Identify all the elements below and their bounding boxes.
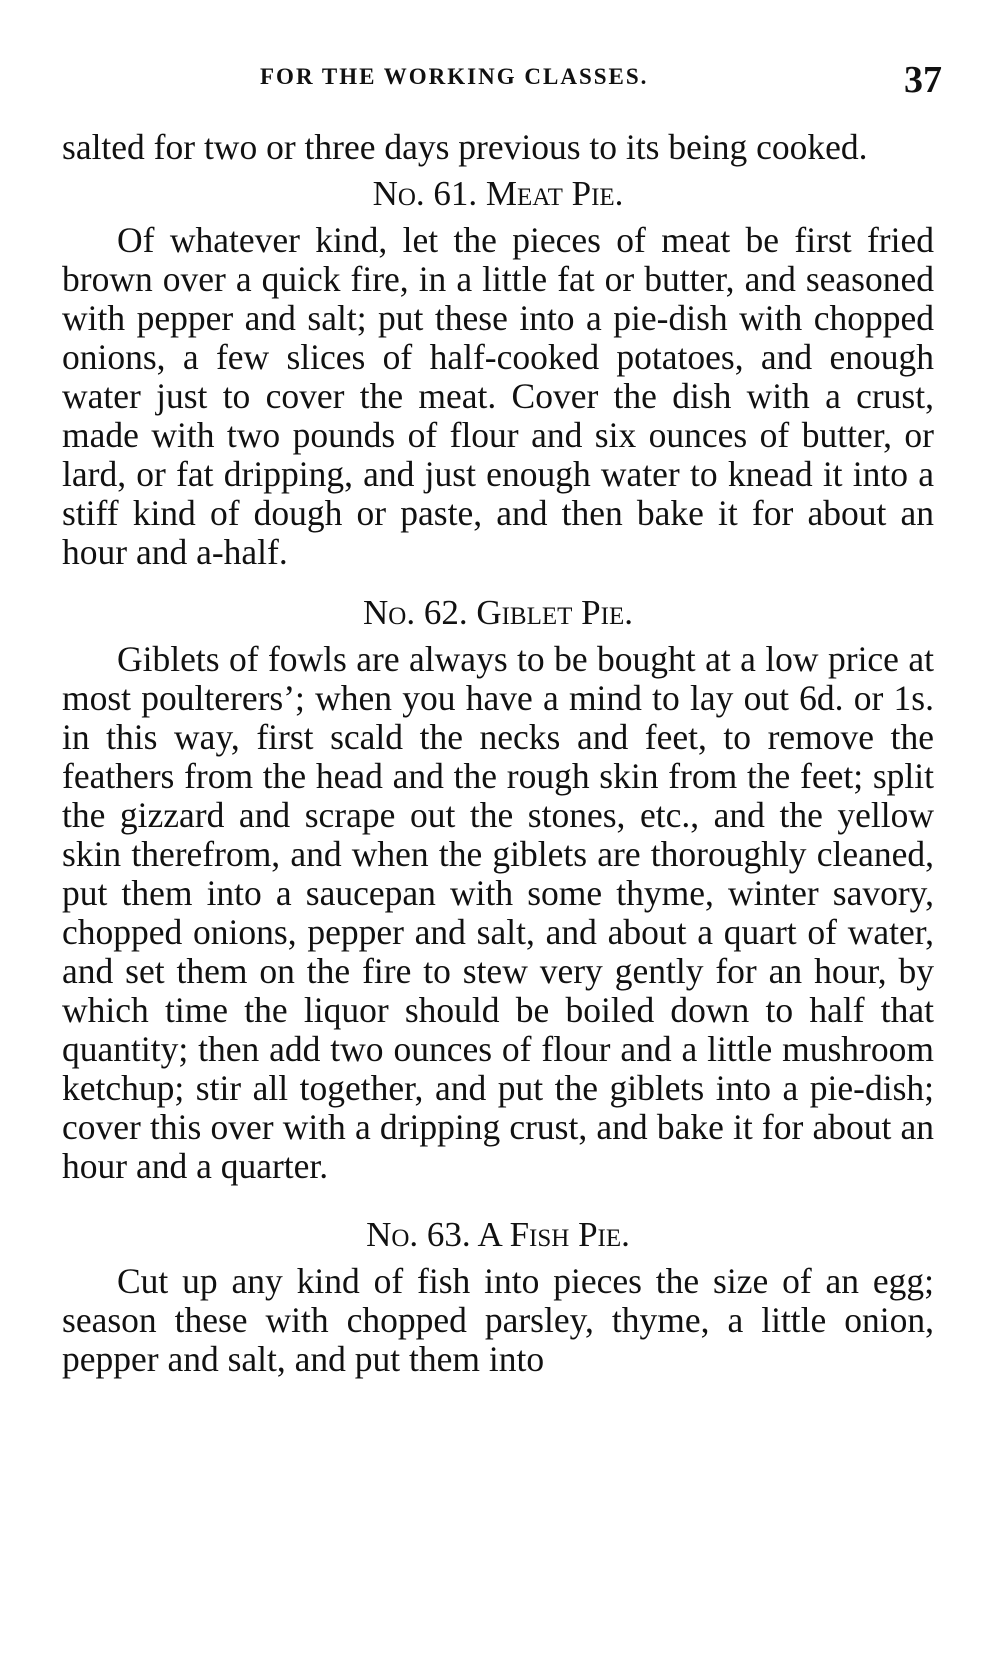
page-number: 37 (904, 59, 942, 101)
running-head (60, 58, 950, 101)
continuation-paragraph: salted for two or three days previous to its being cooked. (62, 127, 868, 167)
recipe-61-text: Of whatever kind, let the pieces of meat be first fried brown over a quick fire, in a little fat or butter, and seasoned with pepper and salt; put these into a pie-dish with chopped onions, a few slices of half-cooked potatoes, and enough water just to cover the meat. Cover the dish with a crust, made with two pounds of flour and six ounces of butter, or lard, or fat dripping, and just enough water to knead it into a stiff kind of dough or paste, and then bake it for about an hour and a-half. (62, 220, 934, 572)
recipe-62-text: Giblets of fowls are always to be bought at a low price at most poulterers’; when you have a mind to lay out 6d. or 1s. in this way, first scald the necks and feet, to remove the feathers from the head and the rough skin from the feet; split the gizzard and scrape out the stones, etc., and the yellow skin therefrom, and when the giblets are thoroughly cleaned, put them into a saucepan with some thyme, winter savory, chopped onions, pepper and salt, and about a quart of water, and set them on the fire to stew very gently for an hour, by which time the liquor should be boiled down to half that quantity; then add two ounces of flour and a little mushroom ketchup; stir all together, and put the giblets into a pie-dish; cover this over with a dripping crust, and bake it for about an hour and a quarter. (62, 639, 934, 1186)
running-title: FOR THE WORKING CLASSES. (260, 64, 649, 89)
recipe-61-heading: No. 61. Meat Pie. (372, 174, 624, 213)
recipe-62-heading: No. 62. Giblet Pie. (363, 593, 633, 632)
recipe-63-text: Cut up any kind of fish into pieces the size of an egg; season these with chopped parsley, thyme, a little onion, pepper and salt, and put them into (62, 1261, 934, 1379)
recipe-63-heading: No. 63. A Fish Pie. (366, 1215, 630, 1254)
body-text (62, 128, 934, 1379)
